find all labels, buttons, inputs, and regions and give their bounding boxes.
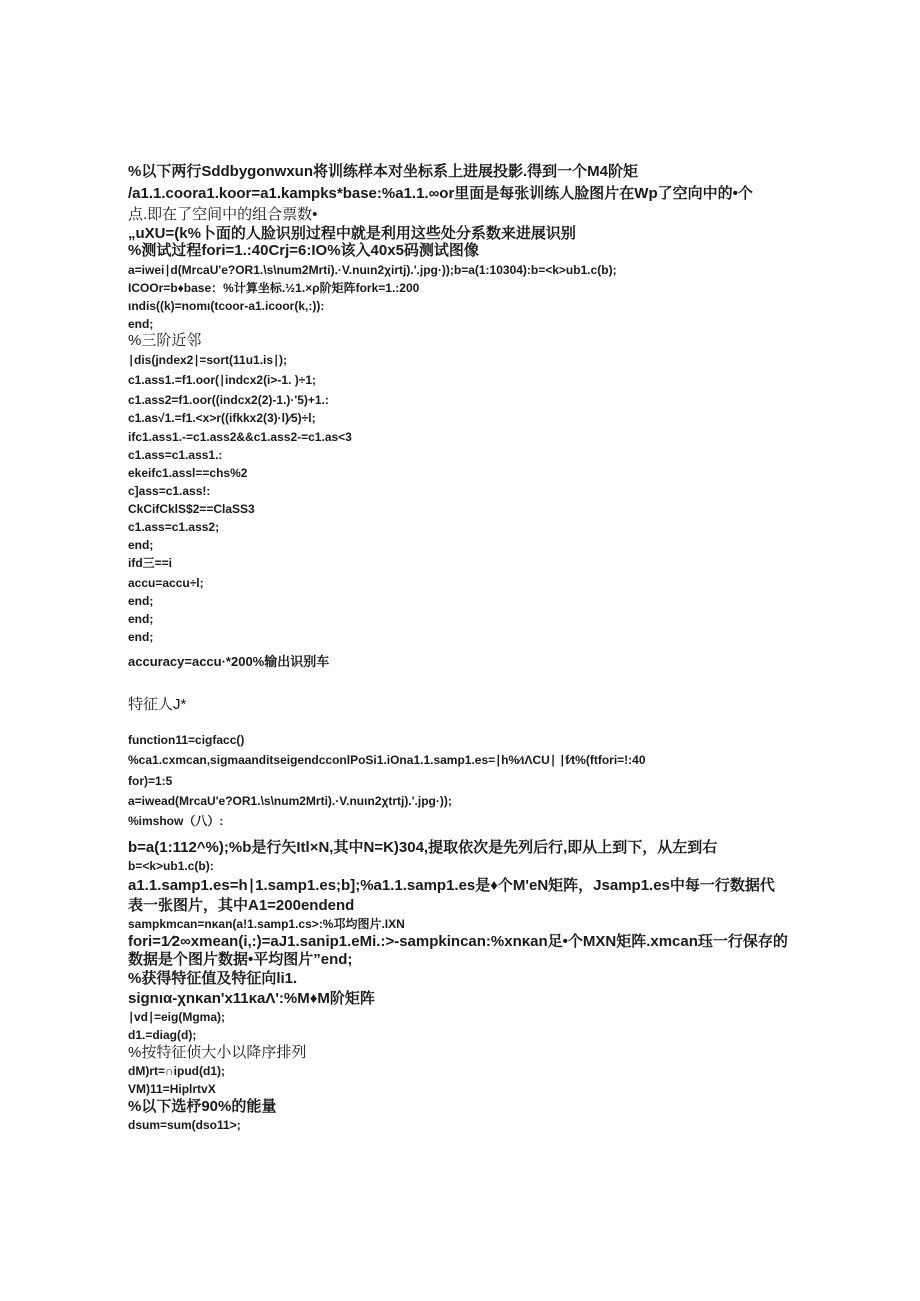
section-heading: 特征人J* bbox=[128, 696, 187, 713]
text-line: dM)rt=∩ipud(d1); bbox=[128, 1064, 225, 1078]
text-line: b=<k>ub1.c(b): bbox=[128, 859, 214, 873]
text-line: c1.ass=c1.ass1.: bbox=[128, 448, 223, 462]
text-line: a=iwei∣d(MrcaU'e?OR1.\s\num2Mrti).·V.nuιn2χirtj).'.jpg·));b=a(1:10304):b=<k>ub1.c(b); bbox=[128, 263, 617, 277]
text-line: end; bbox=[128, 612, 154, 626]
text-line: end; bbox=[128, 594, 154, 608]
text-line: accuracy=accu·*200%输出识别车 bbox=[128, 654, 330, 669]
text-line: ICOOr=b♦base：%计算坐标.½1.×ρ阶矩阵fork=1.:200 bbox=[128, 281, 420, 295]
text-line: 表一张图片，其中A1=200endend bbox=[128, 897, 355, 914]
text-line: ∣vd∣=eig(Mgma); bbox=[128, 1010, 226, 1024]
text-line: c]ass=c1.ass!: bbox=[128, 484, 211, 498]
text-line: %测试过程fori=1.:40Crj=6:IO%该入40x5码测试图像 bbox=[128, 242, 479, 259]
text-line: %imshow（八）: bbox=[128, 814, 224, 828]
text-line: a=iwead(MrcaU'e?OR1.\s\num2Mrti).·V.nuιn2χtrtj).'.jpg·)); bbox=[128, 794, 452, 808]
text-line: „uXU=(k%卜面的人脸识别过程中就是利用这些处分系数来进展识别 bbox=[128, 225, 576, 242]
text-line: for)=1:5 bbox=[128, 774, 173, 788]
text-line: %以下两行Sddbygonwxun将训练样本对坐标系上进展投影.得到一个M4阶矩 bbox=[128, 163, 639, 180]
text-line: c1.ass=c1.ass2; bbox=[128, 520, 220, 534]
text-line: /a1.1.coora1.koor=a1.kampks*base:%a1.1.∞or里面是每张训练人脸图片在Wp了空向中的•个 bbox=[128, 185, 753, 202]
text-line: 数据是个图片数据•平均图片”end; bbox=[128, 951, 353, 968]
text-line: signια-χnκan'x11κaΛ':%M♦M阶矩阵 bbox=[128, 990, 375, 1007]
text-line: end; bbox=[128, 630, 154, 644]
text-line: function11=cigfacc() bbox=[128, 733, 245, 747]
text-line: c1.as√1.=f1.<x>r((ifkkx2(3)·l)∕5)÷l; bbox=[128, 411, 316, 425]
text-line: a1.1.samp1.es=h∣1.samp1.es;b];%a1.1.samp1.es是♦个M'eN矩阵，Jsamp1.es中每一行数据代 bbox=[128, 877, 775, 894]
text-line: ιndis((k)=nomι(tcoor-a1.icoor(k,:)): bbox=[128, 299, 325, 313]
text-line: %以下选杼90%的能量 bbox=[128, 1098, 277, 1115]
text-line: %ca1.cxmcan,sigmaanditseigendcconlPoSi1.iOna1.1.samp1.es=∣h%∕ιΛCU∣ ∣f∕t%(ftfori=!:40 bbox=[128, 753, 646, 767]
text-line: %按特征侦大小以降序排列 bbox=[128, 1044, 307, 1061]
text-line: end; bbox=[128, 538, 154, 552]
text-line: 点.即在了空间中的组合票数• bbox=[128, 206, 318, 223]
text-line: %三阶近邻 bbox=[128, 332, 202, 349]
text-line: dsum=sum(dso11>; bbox=[128, 1118, 241, 1132]
text-line: ekeifc1.assl==chs%2 bbox=[128, 466, 248, 480]
text-line: accu=accu÷l; bbox=[128, 576, 204, 590]
text-line: c1.ass1.=f1.oor(∣indcx2(i>-1. )÷1; bbox=[128, 373, 316, 387]
text-line: VM)11=HiplrtvX bbox=[128, 1082, 216, 1096]
text-line: ifc1.ass1.-=c1.ass2&&c1.ass2-=c1.as<3 bbox=[128, 430, 352, 444]
text-line: b=a(1:112^%);%b是行矢Itl×N,其中N=K)304,提取依次是先列后行,即从上到下，从左到右 bbox=[128, 839, 718, 856]
text-line: ∣dis(jndex2∣=sort(11u1.is∣); bbox=[128, 353, 288, 367]
text-line: sampkmcan=nκan(a!1.samp1.cs>:%邛均图片.IXN bbox=[128, 917, 405, 931]
text-line: end; bbox=[128, 317, 154, 331]
text-line: fori=1∕2∞xmean(i,:)=aJ1.sanip1.eMi.:>-sampkincan:%xnκan足•个MXN矩阵.xmcan珏一行保存的 bbox=[128, 933, 788, 950]
text-line: %获得特征值及特征向li1. bbox=[128, 970, 298, 987]
text-line: c1.ass2=f1.oor((indcx2(2)-1.)·'5)+1.: bbox=[128, 393, 329, 407]
text-line: ifd三==i bbox=[128, 556, 173, 570]
text-line: CkCifCklS$2==ClaSS3 bbox=[128, 502, 255, 516]
text-line: d1.=diag(d); bbox=[128, 1028, 197, 1042]
